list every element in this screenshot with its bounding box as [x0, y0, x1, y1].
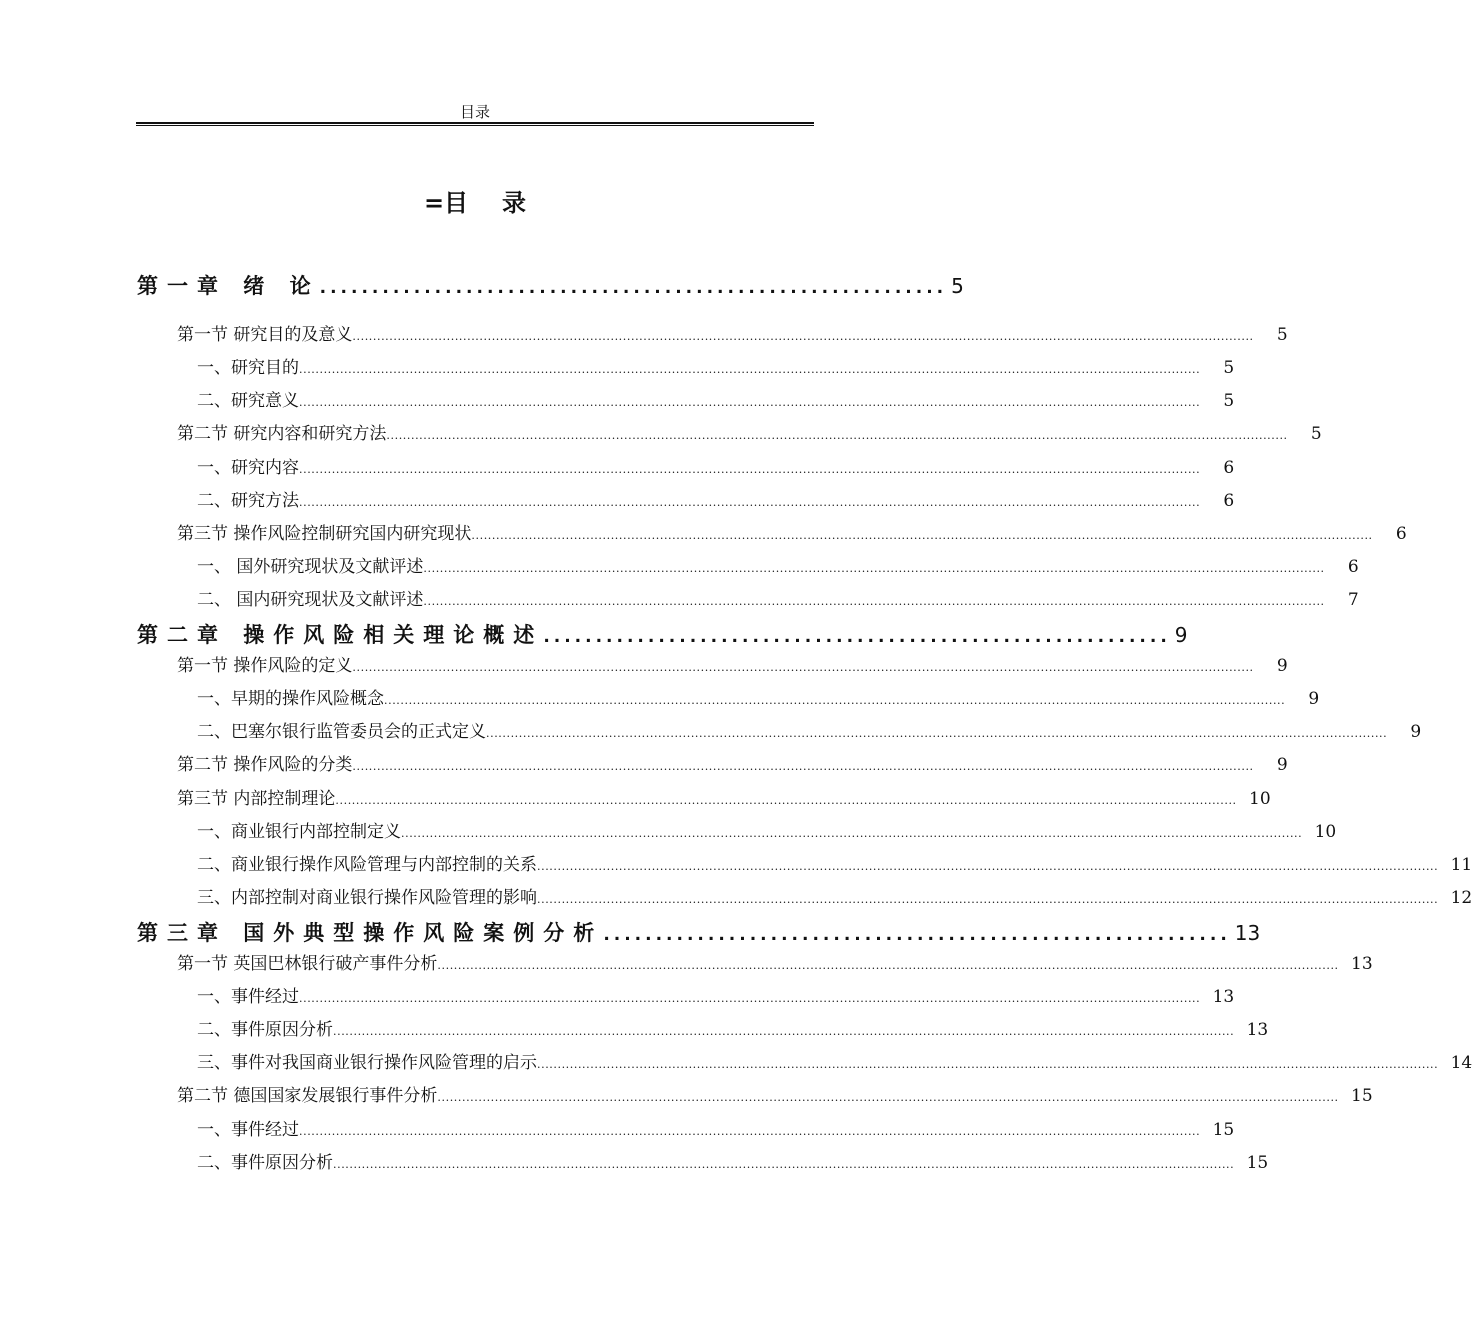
- toc-page-number: 6: [1347, 556, 1359, 577]
- toc-section-entry[interactable]: [177, 753, 1288, 779]
- toc-entry-label: 二、巴塞尔银行监管委员会的正式定义: [197, 722, 486, 743]
- toc-dot-leader: ............................................................................................................................................................................................................................: [299, 396, 1201, 410]
- toc-page-number: 12: [1450, 887, 1472, 908]
- toc-page-number: 9: [1174, 623, 1188, 647]
- toc-subsection-entry[interactable]: [197, 389, 1235, 415]
- toc-subsection-entry[interactable]: [197, 820, 1337, 846]
- toc-section-entry[interactable]: [177, 323, 1288, 349]
- toc-dot-leader: ............................................................................................................................................................................................................................: [423, 594, 1325, 608]
- toc-dot-leader: ............................................................................................................................................................................................................................: [333, 1157, 1235, 1171]
- toc-entry-label: 一、 国外研究现状及文献评述: [197, 556, 424, 577]
- toc-title-part2: 录: [502, 189, 527, 217]
- toc-entry-label: 第一节 研究目的及意义: [177, 325, 353, 346]
- toc-entry-label: 一、研究目的: [197, 358, 299, 379]
- toc-entry-label: 二、 国内研究现状及文献评述: [197, 589, 424, 610]
- toc-dot-leader: ............................................................................................................................................................................................................................: [333, 1025, 1235, 1039]
- toc-dot-leader: ............................................................................................................................................................................................................................: [299, 992, 1201, 1006]
- toc-subsection-entry[interactable]: [197, 555, 1359, 581]
- toc-page-number: 9: [1276, 656, 1288, 677]
- toc-section-entry[interactable]: [177, 422, 1322, 448]
- toc-subsection-entry[interactable]: [197, 1018, 1269, 1044]
- toc-entry-label: 一、早期的操作风险概念: [197, 689, 384, 710]
- toc-entry-label: 第二节 德国国家发展银行事件分析: [177, 1086, 438, 1107]
- toc-subsection-entry[interactable]: [197, 1118, 1235, 1144]
- toc-entry-label: 第三章 国外典型操作风险案例分析: [137, 920, 604, 945]
- toc-page-number: 7: [1347, 589, 1359, 610]
- toc-dot-leader: ............................................................................................................................................................................................................................: [437, 1091, 1339, 1105]
- toc-dot-leader: ............................................................................................................................................................................................................................: [335, 793, 1237, 807]
- toc-dot-leader: ............................................................................................................................................................................................................................: [352, 760, 1254, 774]
- toc-subsection-entry[interactable]: [197, 1051, 1472, 1077]
- toc-page-number: 13: [1212, 987, 1235, 1008]
- toc-entry-label: 第二节 研究内容和研究方法: [177, 424, 387, 445]
- toc-entry-label: 三、内部控制对商业银行操作风险管理的影响: [197, 887, 537, 908]
- toc-page-number: 5: [1223, 391, 1235, 412]
- toc-subsection-entry[interactable]: [197, 456, 1235, 482]
- toc-dot-leader: ............................................................................................................................................................................................................................: [386, 429, 1288, 443]
- toc-dot-leader: ............................................................................................................................................................................................................................: [437, 959, 1339, 972]
- toc-subsection-entry[interactable]: [197, 687, 1320, 713]
- toc-entry-label: 第二章 操作风险相关理论概述: [137, 623, 544, 647]
- toc-page-number: 5: [1223, 358, 1235, 379]
- toc-page-number: 6: [1223, 457, 1235, 478]
- toc-entry-label: 一、商业银行内部控制定义: [197, 821, 401, 842]
- toc-chapter-entry[interactable]: [137, 919, 1261, 949]
- toc-dot-leader: ............................................................................................................................................................................................................................: [299, 363, 1201, 377]
- toc-dot-leader: ............................................................: [543, 627, 1171, 647]
- header-rule: [136, 122, 814, 126]
- toc-title: [0, 186, 950, 220]
- toc-subsection-entry[interactable]: [197, 1151, 1269, 1177]
- toc-subsection-entry[interactable]: [197, 489, 1235, 515]
- toc-entry-label: 第三节 操作风险控制研究国内研究现状: [177, 523, 472, 544]
- toc-page-number: 10: [1314, 821, 1337, 842]
- toc-page-number: 10: [1249, 788, 1271, 809]
- toc-dot-leader: ............................................................................................................................................................................................................................: [299, 462, 1201, 476]
- toc-subsection-entry[interactable]: [197, 886, 1472, 912]
- toc-dot-leader: ............................................................................................................................................................................................................................: [299, 495, 1201, 509]
- toc-dot-leader: ............................................................: [603, 924, 1231, 945]
- toc-dot-leader: ............................................................................................................................................................................................................................: [537, 892, 1439, 906]
- toc-title-part1: =目: [423, 189, 469, 217]
- toc-page-number: 14: [1450, 1053, 1472, 1074]
- toc-subsection-entry[interactable]: [197, 720, 1422, 746]
- toc-page-number: 5: [1310, 424, 1322, 445]
- toc-entry-label: 二、事件原因分析: [197, 1152, 333, 1173]
- toc-entry-label: 一、事件经过: [197, 987, 299, 1008]
- toc-entry-label: 一、研究内容: [197, 457, 299, 478]
- running-header: 目录: [459, 103, 490, 121]
- toc-section-entry[interactable]: [177, 1084, 1373, 1110]
- toc-chapter-entry[interactable]: [137, 272, 964, 302]
- toc-entry-label: 第二节 操作风险的分类: [177, 755, 353, 776]
- toc-section-entry[interactable]: [177, 654, 1288, 680]
- toc-subsection-entry[interactable]: [197, 356, 1235, 382]
- toc-page-number: 6: [1395, 523, 1407, 544]
- toc-dot-leader: ............................................................................................................................................................................................................................: [352, 330, 1254, 344]
- toc-page-number: 5: [951, 274, 964, 298]
- toc-page-number: 13: [1351, 954, 1373, 974]
- toc-dot-leader: ............................................................................................................................................................................................................................: [471, 528, 1373, 542]
- toc-page-number: 9: [1410, 722, 1422, 743]
- toc-dot-leader: ............................................................................................................................................................................................................................: [486, 727, 1388, 741]
- toc-entry-label: 三、事件对我国商业银行操作风险管理的启示: [197, 1053, 537, 1074]
- toc-page-number: 6: [1223, 490, 1235, 511]
- toc-entry-label: 二、研究方法: [197, 490, 299, 511]
- toc-dot-leader: ............................................................................................................................................................................................................................: [537, 1058, 1439, 1072]
- toc-dot-leader: ............................................................................................................................................................................................................................: [384, 694, 1286, 708]
- toc-page-number: 13: [1234, 920, 1261, 945]
- toc-entry-label: 一、事件经过: [197, 1119, 299, 1140]
- toc-dot-leader: ............................................................................................................................................................................................................................: [352, 661, 1254, 675]
- toc-entry-label: 二、商业银行操作风险管理与内部控制的关系: [197, 854, 537, 875]
- toc-page-number: 13: [1246, 1020, 1269, 1041]
- toc-page-number: 5: [1276, 325, 1288, 346]
- toc-dot-leader: ............................................................................................................................................................................................................................: [401, 826, 1303, 840]
- toc-entry-label: 第一章 绪 论: [137, 274, 320, 298]
- toc-page-number: 9: [1308, 689, 1320, 710]
- toc-entry-label: 二、事件原因分析: [197, 1020, 333, 1041]
- toc-section-entry[interactable]: [177, 522, 1407, 548]
- toc-dot-leader: ............................................................................................................................................................................................................................: [423, 561, 1325, 575]
- toc-entry-label: 第一节 英国巴林银行破产事件分析: [177, 954, 438, 974]
- toc-page-number: 9: [1276, 755, 1288, 776]
- toc-page-number: 15: [1246, 1152, 1269, 1173]
- toc-chapter-entry[interactable]: [137, 621, 1188, 651]
- toc-dot-leader: ............................................................................................................................................................................................................................: [537, 859, 1439, 873]
- toc-entry-label: 二、研究意义: [197, 391, 299, 412]
- toc-entry-label: 第一节 操作风险的定义: [177, 656, 353, 677]
- toc-subsection-entry[interactable]: [197, 985, 1235, 1011]
- toc-dot-leader: ............................................................................................................................................................................................................................: [299, 1124, 1201, 1138]
- toc-page-number: 15: [1351, 1086, 1373, 1107]
- toc-section-entry[interactable]: [177, 952, 1373, 978]
- toc-dot-leader: ............................................................: [319, 278, 948, 298]
- toc-section-entry[interactable]: [177, 787, 1271, 813]
- toc-subsection-entry[interactable]: [197, 853, 1472, 879]
- toc-subsection-entry[interactable]: [197, 588, 1359, 614]
- toc-entry-label: 第三节 内部控制理论: [177, 788, 336, 809]
- toc-page-number: 11: [1450, 854, 1472, 875]
- toc-page-number: 15: [1212, 1119, 1235, 1140]
